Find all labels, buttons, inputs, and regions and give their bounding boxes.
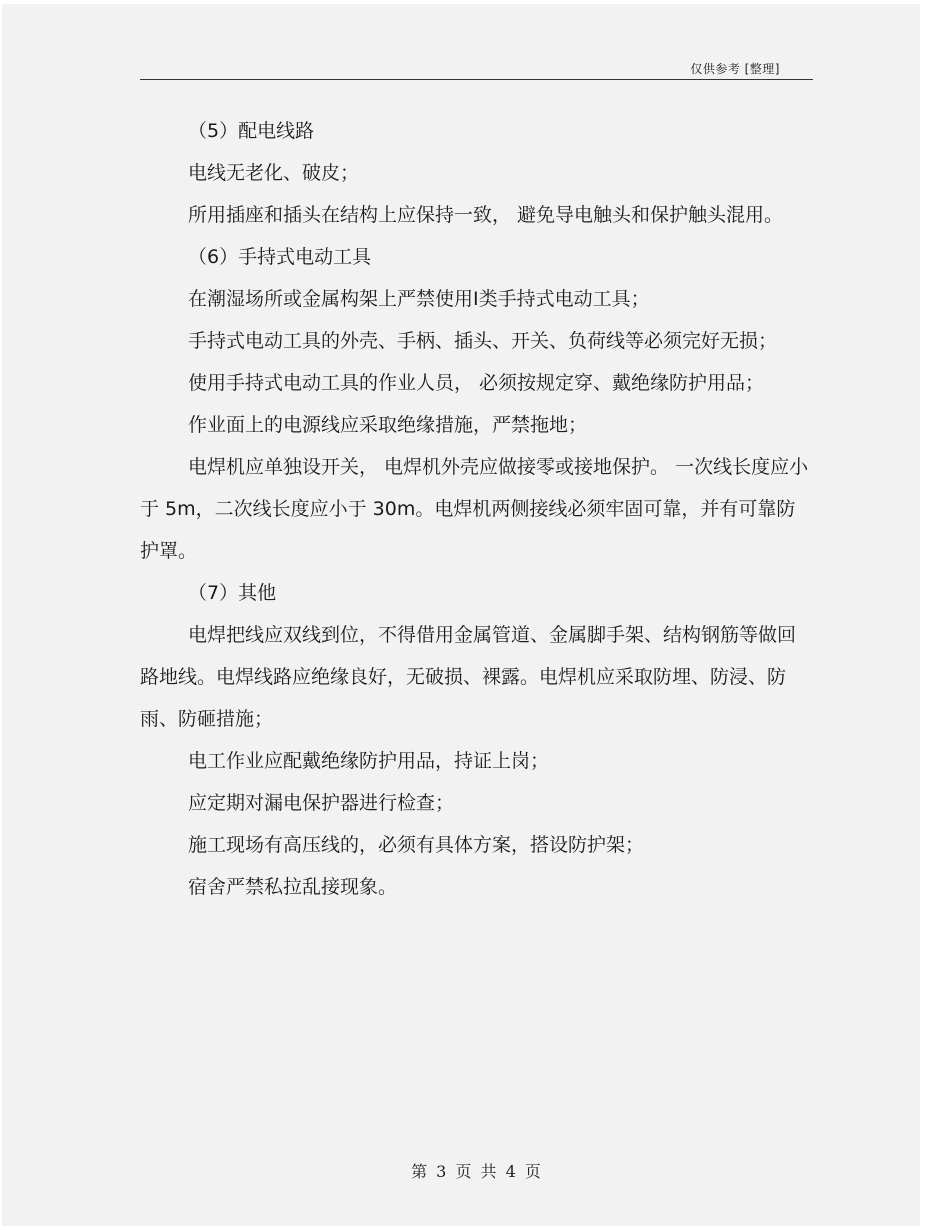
body-paragraph: 电线无老化、破皮； <box>188 162 360 184</box>
section-heading: （6）手持式电动工具 <box>188 246 372 268</box>
body-paragraph: 作业面上的电源线应采取绝缘措施，严禁拖地； <box>188 414 588 436</box>
body-paragraph: 所用插座和插头在结构上应保持一致， 避免导电触头和保护触头混用。 <box>188 204 784 226</box>
body-paragraph: 手持式电动工具的外壳、手柄、插头、开关、负荷线等必须完好无损； <box>188 330 778 352</box>
section-heading: （5）配电线路 <box>188 120 315 142</box>
body-paragraph: 施工现场有高压线的，必须有具体方案，搭设防护架； <box>188 834 645 856</box>
body-paragraph: 使用手持式电动工具的作业人员， 必须按规定穿、戴绝缘防护用品； <box>188 372 765 394</box>
header-divider <box>140 79 813 80</box>
body-paragraph: 电焊机应单独设开关， 电焊机外壳应做接零或接地保护。 一次线长度应小于 5m，二次线长度应小于 30m。电焊机两侧接线必须牢固可靠，并有可靠防护罩。 <box>140 456 809 562</box>
body-paragraph: 电焊把线应双线到位，不得借用金属管道、金属脚手架、结构钢筋等做回路地线。电焊线路应绝缘良好，无破损、裸露。电焊机应采取防埋、防浸、防雨、防砸措施； <box>140 624 797 730</box>
body-paragraph: 在潮湿场所或金属构架上严禁使用Ⅰ类手持式电动工具； <box>188 288 650 310</box>
document-page <box>2 4 920 1226</box>
section-heading: （7）其他 <box>188 582 277 604</box>
page-number: 第 3 页 共 4 页 <box>411 1162 543 1181</box>
body-paragraph: 电工作业应配戴绝缘防护用品，持证上岗； <box>188 750 550 772</box>
body-paragraph: 应定期对漏电保护器进行检查； <box>188 792 455 814</box>
header-note: 仅供参考 [整理] <box>690 62 780 76</box>
document-body <box>140 110 812 908</box>
body-paragraph: 宿舍严禁私拉乱接现象。 <box>188 876 398 898</box>
